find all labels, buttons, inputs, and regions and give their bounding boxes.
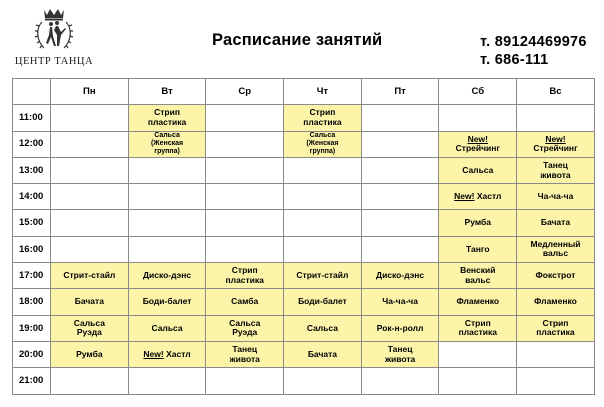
class-cell <box>128 341 206 367</box>
class-cell <box>517 210 595 236</box>
class-name: Танго <box>466 243 490 254</box>
class-name: Стрит-стайл <box>296 269 349 280</box>
class-name: Стрип пластика <box>147 107 187 127</box>
class-name: Самба <box>231 296 259 307</box>
class-cell <box>284 368 362 394</box>
class-name: Танец живота <box>229 344 260 364</box>
time-cell: 16:00 <box>13 236 51 262</box>
class-cell <box>206 157 284 183</box>
class-name: Сальса Руэда <box>73 317 105 338</box>
class-cell <box>128 210 206 236</box>
class-cell <box>517 341 595 367</box>
class-name: Бачата <box>540 217 571 228</box>
class-name: Фламенко <box>456 296 500 307</box>
class-cell <box>206 131 284 157</box>
time-cell: 13:00 <box>13 157 51 183</box>
class-cell <box>128 368 206 394</box>
day-header: Чт <box>284 79 362 105</box>
header-row <box>13 79 595 105</box>
new-badge: New! <box>545 133 566 144</box>
class-name: Рок-н-ролл <box>376 322 424 333</box>
class-cell <box>439 315 517 341</box>
class-cell <box>517 105 595 131</box>
time-cell: 19:00 <box>13 315 51 341</box>
class-cell <box>361 131 439 157</box>
class-name: Медленный вальс <box>530 238 581 259</box>
class-cell <box>51 368 129 394</box>
class-cell <box>51 184 129 210</box>
day-header: Пт <box>361 79 439 105</box>
class-cell <box>361 210 439 236</box>
class-cell <box>517 236 595 262</box>
class-name: Танец живота <box>540 160 571 180</box>
class-cell <box>51 105 129 131</box>
class-name: Хастл <box>474 191 502 202</box>
class-cell <box>517 184 595 210</box>
logo <box>12 6 96 70</box>
class-cell <box>51 210 129 236</box>
class-name: Боди-балет <box>142 296 192 307</box>
class-name: Румба <box>76 348 103 359</box>
class-cell <box>206 341 284 367</box>
day-header: Вт <box>128 79 206 105</box>
time-cell: 18:00 <box>13 289 51 315</box>
class-name: Стрип пластика <box>458 317 497 338</box>
class-cell <box>51 289 129 315</box>
time-cell: 14:00 <box>13 184 51 210</box>
schedule-table <box>12 78 595 395</box>
class-name: Стрип пластика <box>303 107 342 127</box>
schedule-body <box>13 105 595 394</box>
class-cell <box>439 236 517 262</box>
class-name: Сальса <box>151 322 183 333</box>
class-cell <box>284 157 362 183</box>
schedule-row <box>13 341 595 367</box>
new-badge: New! <box>454 191 475 202</box>
class-cell <box>51 131 129 157</box>
class-cell <box>517 263 595 289</box>
class-name: Стрейчинг <box>455 143 500 154</box>
day-header: Пн <box>51 79 129 105</box>
class-cell <box>361 105 439 131</box>
class-cell <box>51 263 129 289</box>
day-header: Сб <box>439 79 517 105</box>
schedule-row <box>13 236 595 262</box>
class-cell <box>284 263 362 289</box>
class-name: Хастл <box>163 348 191 359</box>
class-cell <box>128 289 206 315</box>
class-cell <box>51 341 129 367</box>
class-cell <box>128 157 206 183</box>
class-cell <box>51 157 129 183</box>
class-cell <box>439 210 517 236</box>
class-cell <box>361 341 439 367</box>
class-cell <box>361 368 439 394</box>
schedule-row <box>13 210 595 236</box>
class-cell <box>128 184 206 210</box>
class-cell <box>361 184 439 210</box>
corner-cell <box>13 79 51 105</box>
day-header: Вс <box>517 79 595 105</box>
class-cell <box>517 368 595 394</box>
class-name: Сальса <box>306 322 338 333</box>
class-cell <box>206 184 284 210</box>
class-cell <box>128 131 206 157</box>
schedule-row <box>13 131 595 157</box>
class-name: Диско-дэнс <box>376 269 425 280</box>
class-cell <box>206 289 284 315</box>
class-cell <box>128 315 206 341</box>
schedule-row <box>13 368 595 394</box>
class-cell <box>206 368 284 394</box>
new-badge: New! <box>467 133 488 144</box>
schedule-row <box>13 289 595 315</box>
day-header: Ср <box>206 79 284 105</box>
class-cell <box>439 131 517 157</box>
class-name: Стрейчинг <box>533 143 578 154</box>
class-cell <box>51 236 129 262</box>
schedule-row <box>13 263 595 289</box>
class-name: Танец живота <box>384 344 416 364</box>
class-name: Сальса (Женская группа) <box>306 132 339 156</box>
class-cell <box>128 263 206 289</box>
class-cell <box>361 289 439 315</box>
logo-text: ЦЕНТР ТАНЦА <box>14 56 94 67</box>
class-cell <box>439 105 517 131</box>
class-name: Сальса (Женская группа) <box>150 132 184 156</box>
class-cell <box>284 236 362 262</box>
class-cell <box>206 315 284 341</box>
time-cell: 11:00 <box>13 105 51 131</box>
class-cell <box>439 341 517 367</box>
class-cell <box>517 289 595 315</box>
class-name: Диско-дэнс <box>142 269 192 280</box>
class-cell <box>284 105 362 131</box>
class-cell <box>284 315 362 341</box>
time-cell: 17:00 <box>13 263 51 289</box>
class-cell <box>517 131 595 157</box>
class-name: Стрип пластика <box>225 265 264 285</box>
class-name: Стрип пластика <box>536 317 575 338</box>
schedule-row <box>13 105 595 131</box>
schedule-row <box>13 184 595 210</box>
class-cell <box>206 263 284 289</box>
page-title: Расписание занятий <box>212 31 383 49</box>
class-cell <box>517 157 595 183</box>
class-cell <box>439 263 517 289</box>
class-cell <box>439 184 517 210</box>
class-name: Ча-ча-ча <box>382 296 418 307</box>
time-cell: 20:00 <box>13 341 51 367</box>
phone-number-2: т. 686-111 <box>480 52 549 68</box>
class-cell <box>284 210 362 236</box>
class-cell <box>284 131 362 157</box>
class-cell <box>439 368 517 394</box>
class-name: Боди-балет <box>298 296 347 307</box>
class-name: Фокстрот <box>535 269 576 280</box>
time-cell: 15:00 <box>13 210 51 236</box>
new-badge: New! <box>143 348 164 359</box>
class-name: Сальса Руэда <box>229 317 261 338</box>
class-cell <box>439 289 517 315</box>
class-name: Стрит-стайл <box>63 269 116 280</box>
class-name: Венский вальс <box>460 265 496 285</box>
class-name: Румба <box>464 217 491 228</box>
class-name: Сальса <box>462 164 494 175</box>
class-name: Фламенко <box>534 296 577 307</box>
dancers-crown-logo-icon <box>30 6 78 54</box>
class-name: Ча-ча-ча <box>537 191 574 202</box>
class-cell <box>284 289 362 315</box>
class-cell <box>206 210 284 236</box>
class-cell <box>284 341 362 367</box>
class-cell <box>439 157 517 183</box>
schedule-row <box>13 157 595 183</box>
class-cell <box>51 315 129 341</box>
class-cell <box>206 105 284 131</box>
phone-number-1: т. 89124469976 <box>480 34 587 50</box>
class-cell <box>361 263 439 289</box>
class-cell <box>361 157 439 183</box>
class-cell <box>128 236 206 262</box>
class-name: Бачата <box>307 348 337 359</box>
class-cell <box>206 236 284 262</box>
class-cell <box>517 315 595 341</box>
class-cell <box>128 105 206 131</box>
time-cell: 21:00 <box>13 368 51 394</box>
class-cell <box>361 236 439 262</box>
time-cell: 12:00 <box>13 131 51 157</box>
schedule-row <box>13 315 595 341</box>
class-name: Бачата <box>74 296 104 307</box>
class-cell <box>284 184 362 210</box>
class-cell <box>361 315 439 341</box>
